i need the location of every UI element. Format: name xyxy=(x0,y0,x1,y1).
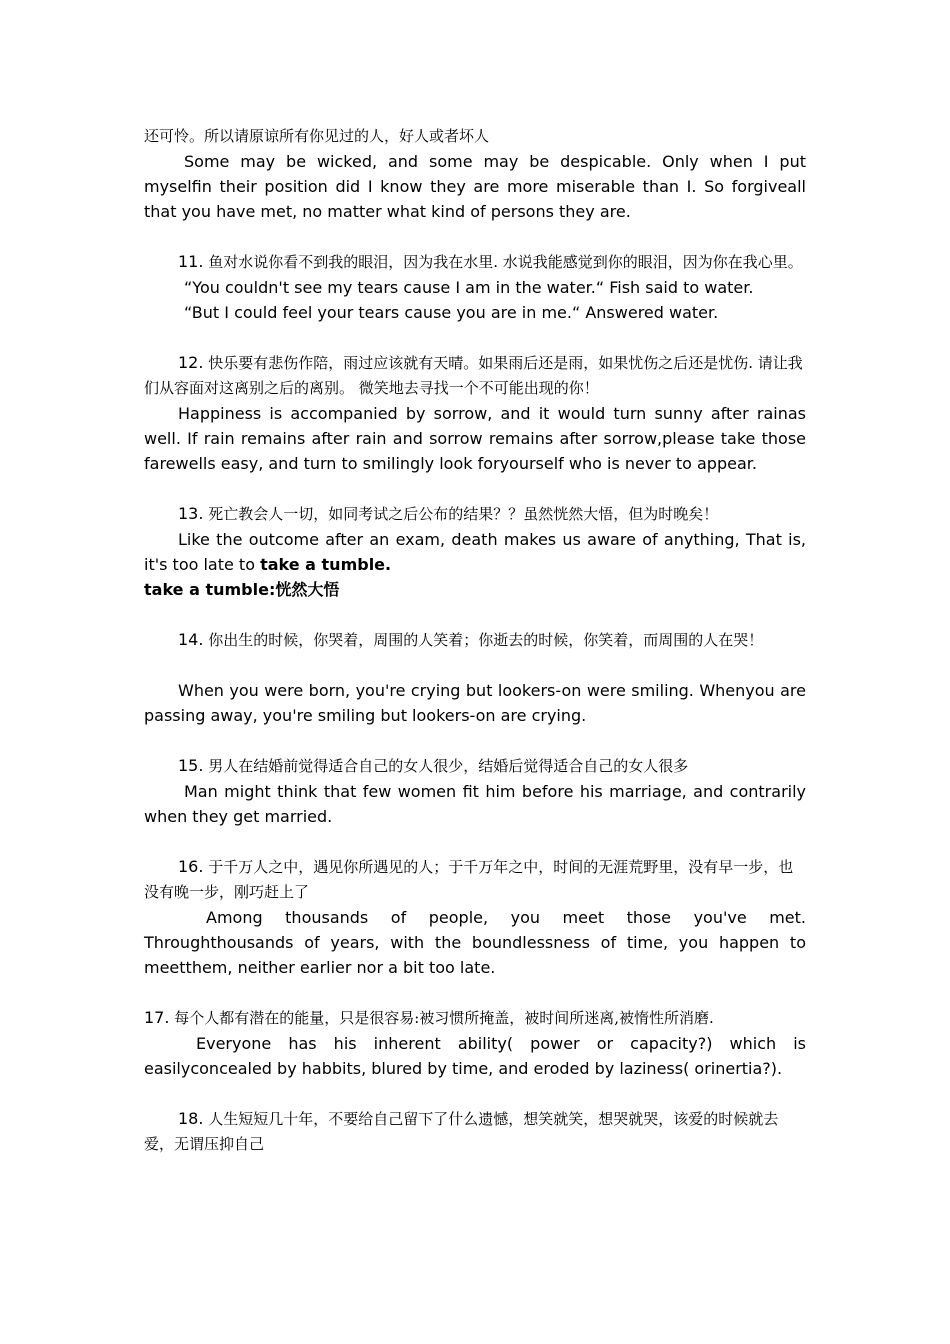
paragraph-13-english-text: Like the outcome after an exam, death makes us aware of anything, That is, it's too late to xyxy=(144,530,806,574)
item-number: 11. xyxy=(178,252,204,271)
paragraph-12-chinese xyxy=(144,350,806,401)
item-number: 13. xyxy=(178,504,204,523)
paragraph-11-chinese-text: 鱼对水说你看不到我的眼泪，因为我在水里. 水说我能感觉到你的眼泪，因为你在我心里。 xyxy=(208,253,803,271)
paragraph-13-chinese-text: 死亡教会人一切，如同考试之后公布的结果？？虽然恍然大悟，但为时晚矣！ xyxy=(208,505,719,523)
paragraph-12-chinese-text: 快乐要有悲伤作陪，雨过应该就有天晴。如果雨后还是雨，如果忧伤之后还是忧伤. 请让我们从容面对这离别之后的离别。 微笑地去寻找一个不可能出现的你！ xyxy=(144,354,803,397)
paragraph-18-chinese xyxy=(144,1106,806,1157)
paragraph-11-english-2: “But I could feel your tears cause you are in me.“ Answered water. xyxy=(184,303,719,322)
item-number: 14. xyxy=(178,630,204,649)
paragraph-10-english: Some may be wicked, and some may be despicable. Only when I put myselfin their position did I know they are more miserable than I. So forgiveall that you have met, no matter what kind of persons they are. xyxy=(144,152,806,221)
paragraph-14-chinese-text: 你出生的时候，你哭着，周围的人笑着；你逝去的时候，你笑着，而周围的人在哭！ xyxy=(208,631,764,649)
document-page xyxy=(144,124,806,1157)
paragraph-17-chinese xyxy=(144,1005,806,1031)
paragraph-11-chinese xyxy=(144,249,806,275)
item-number: 16. xyxy=(178,857,204,876)
paragraph-12-english: Happiness is accompanied by sorrow, and it would turn sunny after rainas well. If rain remains after rain and sorrow remains after sorrow,please take those farewells easy, and turn to smilingly look foryourself who is never to appear. xyxy=(144,404,806,473)
paragraph-14-chinese xyxy=(144,627,806,653)
phrase-gloss: take a tumble:恍然大悟 xyxy=(144,580,340,599)
item-number: 18. xyxy=(178,1109,204,1128)
paragraph-15-chinese xyxy=(144,753,806,779)
paragraph-17-english: Everyone has his inherent ability( power or capacity?) which is easilyconcealed by habbits, blured by time, and eroded by laziness( orinertia?). xyxy=(144,1034,806,1078)
paragraph-15-english: Man might think that few women fit him before his marriage, and contrarily when they get married. xyxy=(144,782,806,826)
paragraph-18-chinese-text: 人生短短几十年，不要给自己留下了什么遗憾，想笑就笑，想哭就哭，该爱的时候就去爱，无谓压抑自己 xyxy=(144,1110,779,1153)
paragraph-17-chinese-text: 每个人都有潜在的能量，只是很容易:被习惯所掩盖，被时间所迷离,被惰性所消磨. xyxy=(174,1009,714,1027)
paragraph-13-english xyxy=(144,527,806,577)
paragraph-16-chinese-text: 于千万人之中，遇见你所遇见的人；于千万年之中，时间的无涯荒野里，没有早一步，也没有晚一步，刚巧赶上了 xyxy=(144,858,794,901)
paragraph-10-chinese-tail: 还可怜。所以请原谅所有你见过的人，好人或者坏人 xyxy=(144,127,490,145)
item-number: 15. xyxy=(178,756,204,775)
paragraph-16-english: Among thousands of people, you meet those you've met. Throughthousands of years, with the boundlessness of time, you happen to meetthem, neither earlier nor a bit too late. xyxy=(144,908,806,977)
paragraph-14-english: When you were born, you're crying but lookers-on were smiling. Whenyou are passing away, you're smiling but lookers-on are crying. xyxy=(144,681,806,725)
paragraph-11-english-1: “You couldn't see my tears cause I am in the water.“ Fish said to water. xyxy=(184,278,754,297)
paragraph-15-chinese-text: 男人在结婚前觉得适合自己的女人很少，结婚后觉得适合自己的女人很多 xyxy=(208,757,689,775)
item-number: 12. xyxy=(178,353,204,372)
paragraph-16-chinese xyxy=(144,854,806,905)
phrase-take-a-tumble: take a tumble. xyxy=(260,555,392,574)
paragraph-13-chinese xyxy=(144,501,806,527)
item-number: 17. xyxy=(144,1008,170,1027)
